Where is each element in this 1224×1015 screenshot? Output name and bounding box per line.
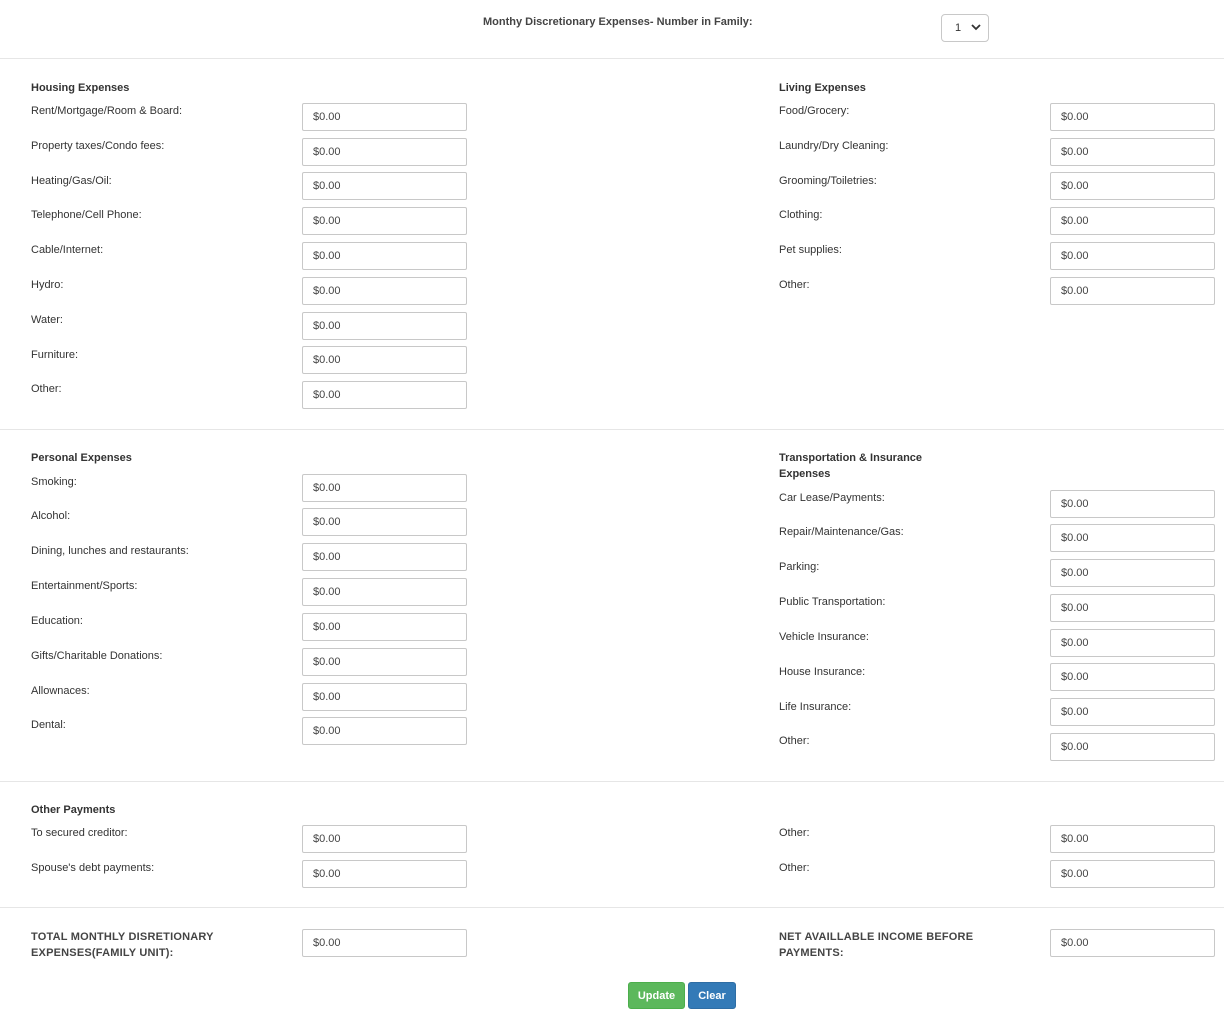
smoking-input[interactable]: $0.00: [302, 474, 467, 502]
field-label: Education:: [31, 615, 83, 627]
total-label-line1: TOTAL MONTHLY DISRETIONARY: [31, 931, 214, 943]
field-label: Dental:: [31, 719, 66, 731]
field-label: Car Lease/Payments:: [779, 492, 885, 504]
net-income-input[interactable]: $0.00: [1050, 929, 1215, 957]
food-input[interactable]: $0.00: [1050, 103, 1215, 131]
living-title: Living Expenses: [779, 82, 866, 94]
net-label-line2: PAYMENTS:: [779, 947, 844, 959]
living-other-input[interactable]: $0.00: [1050, 277, 1215, 305]
telephone-input[interactable]: $0.00: [302, 207, 467, 235]
dining-input[interactable]: $0.00: [302, 543, 467, 571]
field-label: Cable/Internet:: [31, 244, 104, 256]
life-insurance-input[interactable]: $0.00: [1050, 698, 1215, 726]
field-label: Pet supplies:: [779, 244, 842, 256]
field-label: Parking:: [779, 561, 820, 573]
field-label: Dining, lunches and restaurants:: [31, 545, 189, 557]
field-label: Public Transportation:: [779, 596, 886, 608]
family-count-select[interactable]: [941, 14, 989, 42]
field-label: Rent/Mortgage/Room & Board:: [31, 105, 183, 117]
other-payments-title: Other Payments: [31, 804, 116, 816]
field-label: Other:: [779, 735, 810, 747]
other-payment-1-input[interactable]: $0.00: [1050, 825, 1215, 853]
pet-supplies-input[interactable]: $0.00: [1050, 242, 1215, 270]
field-label: Vehicle Insurance:: [779, 631, 869, 643]
clear-button[interactable]: Clear: [688, 982, 736, 1009]
field-label: Gifts/Charitable Donations:: [31, 650, 163, 662]
furniture-input[interactable]: $0.00: [302, 346, 467, 374]
spouse-debt-input[interactable]: $0.00: [302, 860, 467, 888]
cable-input[interactable]: $0.00: [302, 242, 467, 270]
clothing-input[interactable]: $0.00: [1050, 207, 1215, 235]
family-count-label: Monthy Discretionary Expenses- Number in Family:: [483, 16, 753, 28]
field-label: Hydro:: [31, 279, 64, 291]
chevron-down-icon: [970, 21, 982, 33]
field-label: Alcohol:: [31, 510, 71, 522]
section-divider: [0, 58, 1224, 59]
field-label: Heating/Gas/Oil:: [31, 175, 112, 187]
field-label: Water:: [31, 314, 63, 326]
field-label: To secured creditor:: [31, 827, 128, 839]
water-input[interactable]: $0.00: [302, 312, 467, 340]
dental-input[interactable]: $0.00: [302, 717, 467, 745]
car-lease-input[interactable]: $0.00: [1050, 490, 1215, 518]
vehicle-insurance-input[interactable]: $0.00: [1050, 629, 1215, 657]
update-button[interactable]: Update: [628, 982, 685, 1009]
entertainment-input[interactable]: $0.00: [302, 578, 467, 606]
housing-title: Housing Expenses: [31, 82, 130, 94]
field-label: Allownaces:: [31, 685, 90, 697]
section-divider: [0, 429, 1224, 430]
field-label: Smoking:: [31, 476, 77, 488]
field-label: Life Insurance:: [779, 701, 852, 713]
other-payment-2-input[interactable]: $0.00: [1050, 860, 1215, 888]
public-transport-input[interactable]: $0.00: [1050, 594, 1215, 622]
net-label-line1: NET AVAILLABLE INCOME BEFORE: [779, 931, 974, 943]
transport-title-line1: Transportation & Insurance: [779, 452, 923, 464]
education-input[interactable]: $0.00: [302, 613, 467, 641]
field-label: Telephone/Cell Phone:: [31, 209, 142, 221]
family-count-value: 1: [955, 22, 962, 34]
transport-title-line2: Expenses: [779, 468, 831, 480]
field-label: Clothing:: [779, 209, 823, 221]
housing-other-input[interactable]: $0.00: [302, 381, 467, 409]
secured-creditor-input[interactable]: $0.00: [302, 825, 467, 853]
transport-other-input[interactable]: $0.00: [1050, 733, 1215, 761]
parking-input[interactable]: $0.00: [1050, 559, 1215, 587]
house-insurance-input[interactable]: $0.00: [1050, 663, 1215, 691]
field-label: Other:: [31, 383, 62, 395]
field-label: Furniture:: [31, 349, 79, 361]
field-label: Food/Grocery:: [779, 105, 850, 117]
alcohol-input[interactable]: $0.00: [302, 508, 467, 536]
section-divider: [0, 907, 1224, 908]
field-label: Repair/Maintenance/Gas:: [779, 526, 904, 538]
field-label: Spouse's debt payments:: [31, 862, 155, 874]
property-taxes-input[interactable]: $0.00: [302, 138, 467, 166]
field-label: Laundry/Dry Cleaning:: [779, 140, 889, 152]
field-label: Other:: [779, 862, 810, 874]
field-label: Grooming/Toiletries:: [779, 175, 877, 187]
repair-input[interactable]: $0.00: [1050, 524, 1215, 552]
personal-title: Personal Expenses: [31, 452, 132, 464]
field-label: Other:: [779, 279, 810, 291]
laundry-input[interactable]: $0.00: [1050, 138, 1215, 166]
field-label: Other:: [779, 827, 810, 839]
field-label: Property taxes/Condo fees:: [31, 140, 165, 152]
gifts-input[interactable]: $0.00: [302, 648, 467, 676]
total-expenses-input[interactable]: $0.00: [302, 929, 467, 957]
total-label-line2: EXPENSES(FAMILY UNIT):: [31, 947, 174, 959]
heating-input[interactable]: $0.00: [302, 172, 467, 200]
hydro-input[interactable]: $0.00: [302, 277, 467, 305]
field-label: House Insurance:: [779, 666, 866, 678]
section-divider: [0, 781, 1224, 782]
rent-input[interactable]: $0.00: [302, 103, 467, 131]
grooming-input[interactable]: $0.00: [1050, 172, 1215, 200]
allowances-input[interactable]: $0.00: [302, 683, 467, 711]
field-label: Entertainment/Sports:: [31, 580, 138, 592]
